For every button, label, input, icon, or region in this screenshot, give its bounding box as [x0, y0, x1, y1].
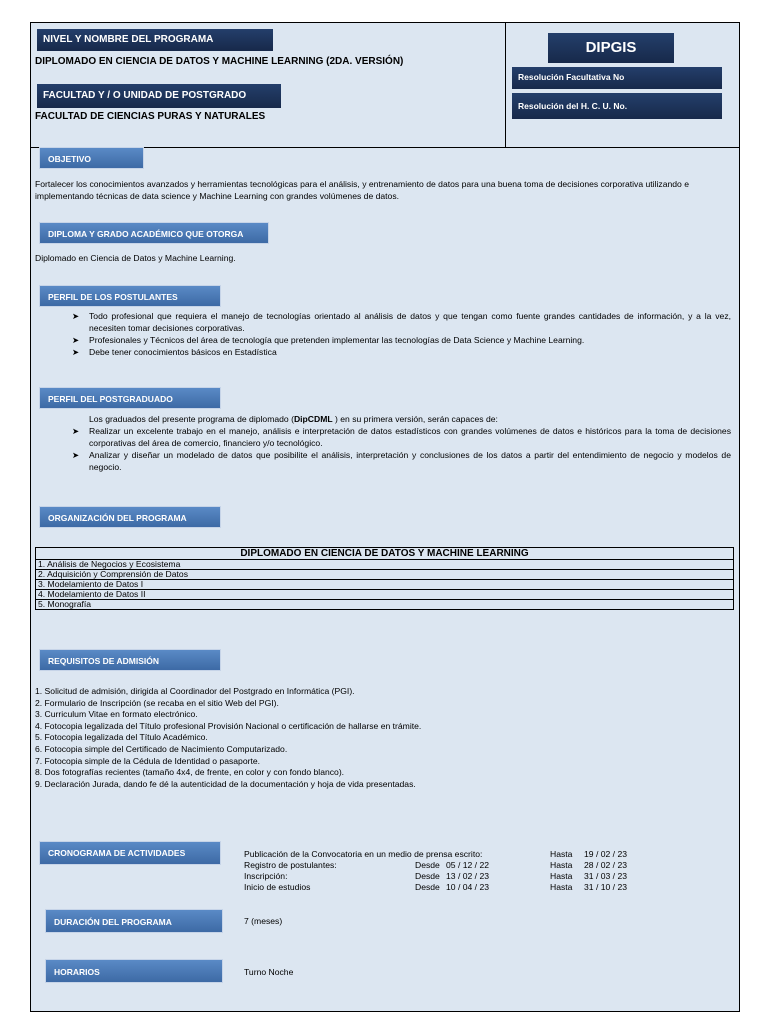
schedule-activity: Registro de postulantes: — [244, 860, 337, 870]
list-item: 5. Fotocopia legalizada del Título Académico. — [35, 732, 208, 743]
schedule-activity: Inicio de estudios — [244, 882, 311, 892]
arrow-bullet-icon: ➤ — [72, 426, 80, 436]
arrow-bullet-icon: ➤ — [72, 311, 80, 321]
schedule-desde-date: 10 / 04 / 23 — [446, 882, 490, 892]
list-item: 3. Curriculum Vitae en formato electrónico. — [35, 709, 198, 720]
list-item: ➤ Todo profesional que requiera el manejo de tecnologías orientado al análisis de datos y que tengan como fuente grandes cantidades de información, y a la vez, necesiten tomar decisiones corporativas. — [72, 311, 731, 333]
organizacion-label: ORGANIZACIÓN DEL PROGRAMA — [39, 506, 221, 528]
resolution-hcu: Resolución del H. C. U. No. — [512, 93, 722, 119]
list-item: 1. Solicitud de admisión, dirigida al Coordinador del Postgrado en Informática (PGI). — [35, 686, 355, 696]
perfil-postgraduado-label: PERFIL DEL POSTGRADUADO — [39, 387, 221, 409]
horarios-label: HORARIOS — [45, 959, 223, 983]
schedule-desde: Desde — [415, 882, 440, 892]
diploma-text: Diplomado en Ciencia de Datos y Machine Learning. — [35, 253, 236, 263]
perfil-postulantes-label: PERFIL DE LOS POSTULANTES — [39, 285, 221, 307]
schedule-hasta-date: 19 / 02 / 23 — [584, 849, 628, 859]
objetivo-text: Fortalecer los conocimientos avanzados y herramientas tecnológicas para el análisis, y entrenamiento de datos para una buena toma de decisiones corporativa utilizando e implementando técnicas de data science y Machine Learning con grandes volúmenes de datos. — [35, 179, 689, 201]
resolution-faculty: Resolución Facultativa No — [512, 67, 722, 89]
program-name: DIPLOMADO EN CIENCIA DE DATOS Y MACHINE LEARNING (2DA. VERSIÓN) — [35, 56, 404, 67]
program-level-label: NIVEL Y NOMBRE DEL PROGRAMA — [37, 29, 273, 51]
table-row: 3. Modelamiento de Datos I — [36, 580, 734, 590]
cronograma-label: CRONOGRAMA DE ACTIVIDADES — [39, 841, 221, 865]
modules-table-title: DIPLOMADO EN CIENCIA DE DATOS Y MACHINE LEARNING — [36, 548, 734, 560]
table-row: 5. Monografía — [36, 600, 734, 610]
program-modules-table — [35, 547, 734, 610]
schedule-desde-date: 05 / 12 / 22 — [446, 860, 490, 870]
schedule-hasta: Hasta — [550, 871, 573, 881]
perfil-postgraduado-list — [72, 413, 731, 473]
schedule-hasta-date: 31 / 03 / 23 — [584, 871, 628, 881]
requisitos-label: REQUISITOS DE ADMISIÓN — [39, 649, 221, 671]
table-row: 2. Adquisición y Comprensión de Datos — [36, 570, 734, 580]
faculty-label: FACULTAD Y / O UNIDAD DE POSTGRADO — [37, 84, 281, 108]
arrow-bullet-icon: ➤ — [72, 347, 80, 357]
list-item: ➤ Debe tener conocimientos básicos en Estadística — [72, 347, 277, 357]
header-left — [31, 23, 506, 147]
list-item: 8. Dos fotografías recientes (tamaño 4x4, de frente, en color y con fondo blanco). — [35, 767, 345, 778]
document-frame — [30, 22, 740, 1012]
arrow-bullet-icon: ➤ — [72, 335, 80, 345]
org-badge: DIPGIS — [548, 33, 674, 63]
arrow-bullet-icon: ➤ — [72, 450, 80, 460]
header — [31, 23, 739, 148]
perfil-postulantes-list — [72, 310, 731, 358]
list-item: 4. Fotocopia legalizada del Título profesional Provisión Nacional o certificación de hallarse en trámite. — [35, 720, 422, 731]
requisitos-list — [35, 686, 421, 790]
intro-text: Los graduados del presente programa de diplomado (DipCDML ) en su primera versión, serán capaces de: — [89, 414, 498, 424]
objetivo-label: OBJETIVO — [39, 147, 144, 169]
table-row: 1. Análisis de Negocios y Ecosistema — [36, 560, 734, 570]
schedule-hasta: Hasta — [550, 849, 573, 859]
table-row: 4. Modelamiento de Datos II — [36, 590, 734, 600]
schedule-hasta: Hasta — [550, 882, 573, 892]
schedule-desde: Desde — [415, 871, 440, 881]
diploma-label: DIPLOMA Y GRADO ACADÉMICO QUE OTORGA — [39, 222, 269, 244]
list-item: 7. Fotocopia simple de la Cédula de Identidad o pasaporte. — [35, 755, 261, 766]
list-item: ➤ Analizar y diseñar un modelado de datos que posibilite el análisis, interpretación y conclusiones de los datos a partir del entendimiento de negocio y modelos de negocio. — [72, 450, 731, 472]
schedule-hasta-date: 28 / 02 / 23 — [584, 860, 628, 870]
schedule-activity: Publicación de la Convocatoria en un medio de prensa escrito: — [244, 849, 483, 859]
duracion-value: 7 (meses) — [244, 916, 283, 926]
list-item: ➤ Realizar un excelente trabajo en el manejo, análisis e interpretación de datos estadísticos con grandes volúmenes de datos e históricos para la toma de decisiones corporativas del área de comercio, financiero y/o tecnológico. — [72, 426, 731, 448]
schedule-desde: Desde — [415, 860, 440, 870]
list-item: 9. Declaración Jurada, dando fe dé la autenticidad de la documentación y hoja de vida presentadas. — [35, 778, 416, 789]
schedule-activity: Inscripción: — [244, 871, 288, 881]
list-item: 2. Formulario de Inscripción (se recaba en el sitio Web del PGI). — [35, 697, 279, 708]
list-item: ➤ Profesionales y Técnicos del área de tecnología que pretenden implementar las tecnologías de Data Science y Machine Learning. — [72, 335, 585, 345]
faculty-name: FACULTAD DE CIENCIAS PURAS Y NATURALES — [35, 111, 266, 122]
schedule-hasta-date: 31 / 10 / 23 — [584, 882, 628, 892]
duracion-label: DURACIÓN DEL PROGRAMA — [45, 909, 223, 933]
horarios-value: Turno Noche — [244, 967, 294, 977]
schedule-desde-date: 13 / 02 / 23 — [446, 871, 490, 881]
list-item: 6. Fotocopia simple del Certificado de Nacimiento Computarizado. — [35, 743, 288, 754]
schedule-hasta: Hasta — [550, 860, 573, 870]
header-right — [506, 23, 739, 147]
